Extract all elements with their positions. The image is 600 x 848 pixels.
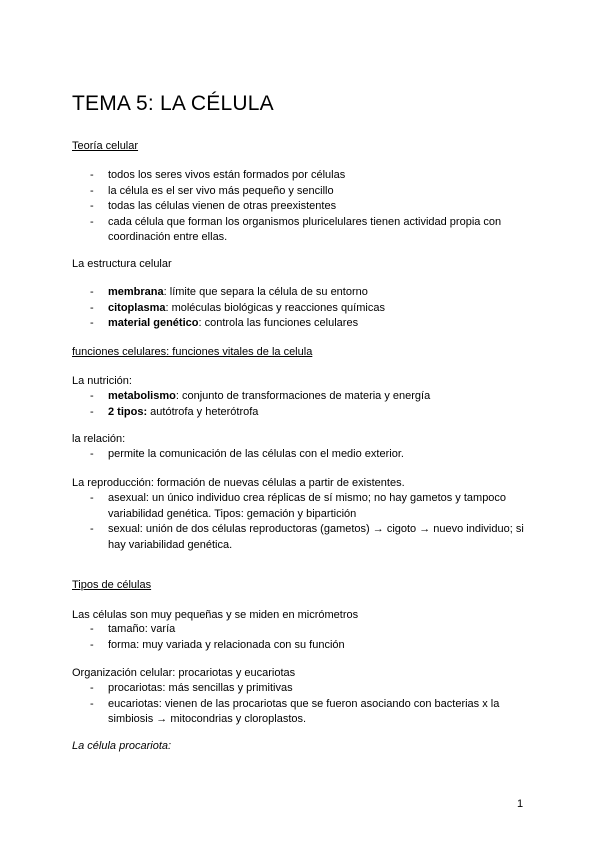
list-item: - forma: muy variada y relacionada con su función [72,638,532,654]
term: material genético [108,317,199,329]
heading-organizacion-celular: Organización celular: procariotas y eucariotas [72,667,296,679]
list-item [72,285,532,301]
term: metabolismo [108,390,176,402]
heading-medida-celulas: Las células son muy pequeñas y se miden en micrómetros [72,609,359,621]
term: membrana [108,286,164,298]
definition: : conjunto de transformaciones de materia y energía [175,390,431,402]
list-item: - sexual: unión de dos células reproductoras (gametos) → cigoto → nuevo individuo; si hay variabilidad genética. [72,522,532,553]
list-item: - todos los seres vivos están formados por células [72,168,532,184]
heading-teoria-celular: Teoría celular [72,140,139,152]
list-item [72,301,532,317]
heading-reproduccion: La reproducción: formación de nuevas células a partir de existentes. [72,477,405,489]
list-nutricion [72,389,532,420]
list-item: - permite la comunicación de las células con el medio exterior. [72,447,532,463]
list-medida-celulas [72,622,532,653]
heading-celula-procariota: La célula procariota: [72,740,172,752]
term: citoplasma [108,301,166,314]
heading-estructura-celular: La estructura celular [72,258,172,270]
list-item: - asexual: un único individuo crea réplicas de sí mismo; no hay gametos y tampoco variabilidad genética. Tipos: gemación y bipartición [72,491,532,522]
list-item [72,316,532,332]
definition: : límite que separa la célula de su entorno [163,286,368,298]
list-item [72,405,532,421]
list-organizacion-celular [72,681,532,728]
heading-tipos-de-celulas: Tipos de células [72,579,152,591]
list-item: - procariotas: más sencillas y primitivas [72,681,532,697]
list-estructura-celular [72,285,532,332]
list-item: - tamaño: varía [72,622,532,638]
page-number: 1 [517,798,524,810]
list-item [72,389,532,405]
heading-funciones-celulares: funciones celulares: funciones vitales de la celula [72,346,313,358]
page-title: TEMA 5: LA CÉLULA [72,92,274,115]
definition: : controla las funciones celulares [198,317,359,329]
definition: : moléculas biológicas y reacciones químicas [165,301,385,314]
list-item: - la célula es el ser vivo más pequeño y sencillo [72,184,532,200]
list-reproduccion [72,491,532,553]
heading-nutricion: La nutrición: [72,375,132,387]
heading-relacion: la relación: [72,433,126,445]
list-teoria-celular [72,168,532,246]
list-relacion [72,447,532,463]
definition: autótrofa y heterótrofa [147,405,259,418]
list-item: - todas las células vienen de otras preexistentes [72,199,532,215]
term: 2 tipos: [108,405,148,418]
list-item: - eucariotas: vienen de las procariotas que se fueron asociando con bacterias x la simbiosis → mitocondrias y cloroplastos. [72,697,532,728]
list-item: - cada célula que forman los organismos pluricelulares tienen actividad propia con coordinación entre ellas. [72,215,532,246]
